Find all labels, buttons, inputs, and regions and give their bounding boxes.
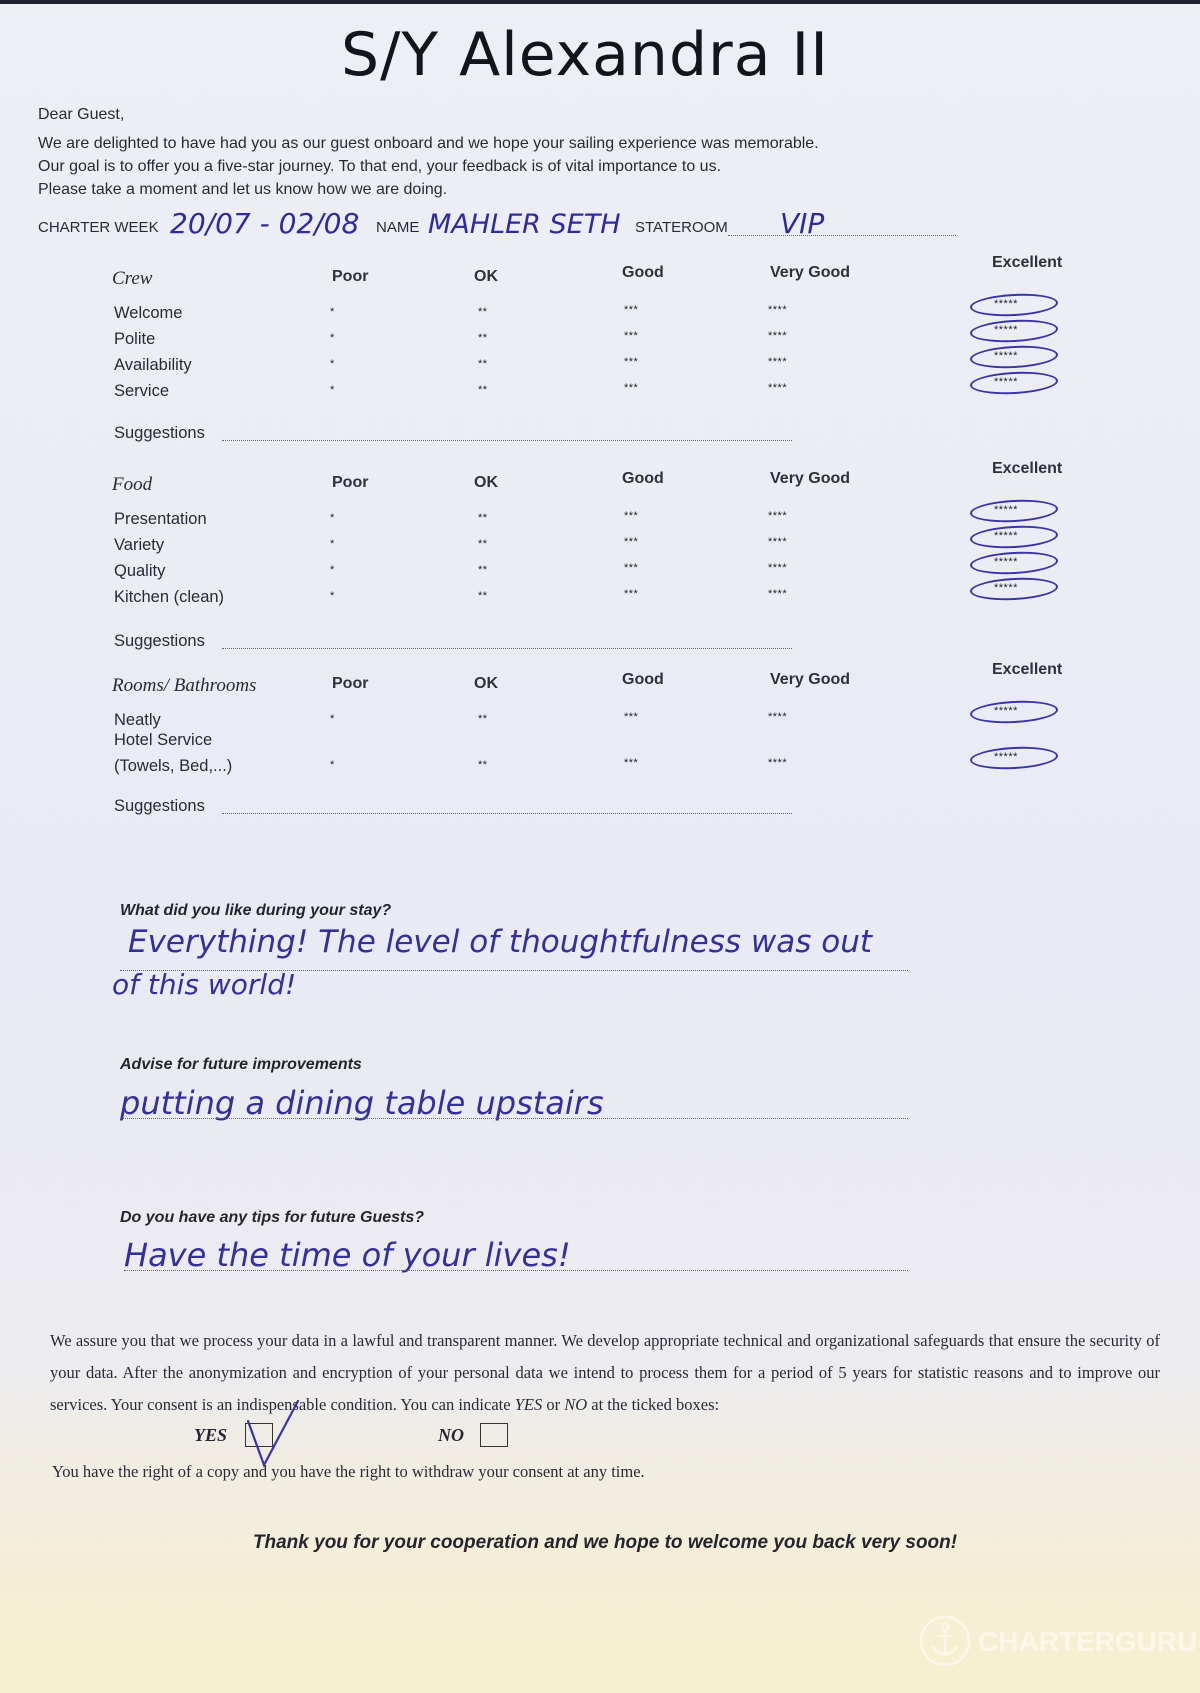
column-header-excellent: Excellent [992,661,1063,678]
intro-paragraph [38,132,918,201]
rating-option-very-good[interactable]: **** [768,536,788,548]
suggestions-label: Suggestions [114,424,205,442]
rating-option-ok[interactable]: ** [478,759,488,771]
rating-row-label: Hotel Service [114,731,213,749]
rating-option-excellent[interactable]: ***** [994,582,1018,594]
suggestions-input-line[interactable] [222,813,792,814]
rating-option-very-good[interactable]: **** [768,711,788,723]
section-heading: Crew [112,268,153,289]
rights-statement: You have the right of a copy and you have the right to withdraw your consent at any time. [52,1462,645,1481]
privacy-or-word: or [542,1395,565,1414]
selected-rating-circle [969,550,1058,577]
rating-option-good[interactable]: *** [624,757,639,769]
section-crew [112,254,1092,442]
column-header-very-good: Very Good [770,470,851,487]
rating-option-excellent[interactable]: ***** [994,324,1018,336]
rating-row-label: Neatly [114,711,161,729]
rating-option-good[interactable]: *** [624,382,639,394]
selected-rating-circle [969,745,1058,772]
improve-dotted-line [120,1118,908,1119]
stateroom-label: STATEROOM [635,219,728,236]
liked-answer-line2[interactable]: of this world! [112,968,297,1001]
rating-option-poor[interactable]: * [330,538,335,550]
rating-option-very-good[interactable]: **** [768,588,788,600]
rating-option-very-good[interactable]: **** [768,382,788,394]
intro-line: Please take a moment and let us know how we are doing. [38,181,448,198]
tips-dotted-line [124,1270,908,1271]
data-privacy-statement [50,1325,1160,1421]
suggestions-input-line[interactable] [222,648,792,649]
selected-rating-circle [969,498,1058,525]
rating-row-label: Polite [114,330,156,348]
rating-option-good[interactable]: *** [624,304,639,316]
column-header-ok: OK [474,474,498,491]
rating-option-poor[interactable]: * [330,358,335,370]
selected-rating-circle [969,370,1058,397]
improve-question: Advise for future improvements [120,1056,362,1073]
rating-option-excellent[interactable]: ***** [994,751,1018,763]
tips-answer[interactable]: Have the time of your lives! [124,1236,571,1274]
anchor-icon [918,1614,972,1668]
salutation: Dear Guest, [38,106,125,123]
watermark-text: CHARTERGURU [978,1626,1198,1657]
intro-line: We are delighted to have had you as our guest onboard and we hope your sailing experience was memorable. [38,135,819,152]
rating-option-poor[interactable]: * [330,759,335,771]
selected-rating-circle [969,524,1058,551]
rating-option-ok[interactable]: ** [478,564,488,576]
charter-details-row [38,204,918,244]
suggestions-label: Suggestions [114,797,205,815]
section-heading: Food [112,474,153,495]
column-header-poor: Poor [332,268,369,285]
column-header-poor: Poor [332,675,369,692]
yacht-title: S/Y Alexandra II [341,20,829,90]
rating-option-poor[interactable]: * [330,306,335,318]
column-header-good: Good [622,264,664,281]
improve-answer[interactable]: putting a dining table upstairs [120,1084,604,1122]
rating-option-good[interactable]: *** [624,536,639,548]
section-heading: Rooms/ Bathrooms [112,675,257,696]
yes-label: YES [194,1425,228,1445]
suggestions-label: Suggestions [114,632,205,650]
rating-row-label: Availability [114,356,192,374]
rating-option-good[interactable]: *** [624,510,639,522]
intro-line: Our goal is to offer you a five-star journey. To that end, your feedback is of vital importance to us. [38,158,722,175]
charter-week-label: CHARTER WEEK [38,219,159,236]
rating-option-good[interactable]: *** [624,588,639,600]
rating-row-label: (Towels, Bed,...) [114,757,233,775]
liked-answer-line1[interactable]: Everything! The level of thoughtfulness was out [128,924,872,960]
selected-rating-circle [969,699,1058,726]
rating-option-good[interactable]: *** [624,330,639,342]
rating-option-very-good[interactable]: **** [768,757,788,769]
section-rooms-bathrooms [112,661,1092,845]
no-checkbox[interactable] [480,1423,508,1447]
rating-row-label: Presentation [114,510,207,528]
privacy-yes-word: YES [514,1395,543,1414]
rating-option-very-good[interactable]: **** [768,304,788,316]
rating-row-label: Quality [114,562,166,580]
rating-option-excellent[interactable]: ***** [994,530,1018,542]
section-food [112,460,1092,650]
rating-option-very-good[interactable]: **** [768,330,788,342]
rating-option-good[interactable]: *** [624,562,639,574]
rating-option-poor[interactable]: * [330,590,335,602]
rating-option-excellent[interactable]: ***** [994,376,1018,388]
column-header-ok: OK [474,268,498,285]
rating-option-very-good[interactable]: **** [768,562,788,574]
rating-option-excellent[interactable]: ***** [994,350,1018,362]
selected-rating-circle [969,292,1058,319]
rating-option-ok[interactable]: ** [478,512,488,524]
column-header-good: Good [622,470,664,487]
charterguru-watermark [918,1612,1198,1672]
rating-row-label: Welcome [114,304,183,322]
liked-question: What did you like during your stay? [120,902,392,919]
rating-row-label: Service [114,382,170,400]
privacy-no-word: NO [564,1395,588,1414]
rating-option-ok[interactable]: ** [478,538,488,550]
column-header-excellent: Excellent [992,254,1063,271]
suggestions-input-line[interactable] [222,440,792,441]
rating-option-ok[interactable]: ** [478,384,488,396]
rating-option-ok[interactable]: ** [478,332,488,344]
rating-option-poor[interactable]: * [330,564,335,576]
no-label: NO [438,1425,464,1445]
name-value[interactable]: MAHLER SETH [428,209,621,240]
rating-option-ok[interactable]: ** [478,358,488,370]
column-header-very-good: Very Good [770,264,851,281]
thank-you-note: Thank you for your cooperation and we hope to welcome you back very soon! [252,1532,958,1553]
rating-option-ok[interactable]: ** [478,306,488,318]
stateroom-value[interactable]: VIP [780,207,825,240]
rating-option-excellent[interactable]: ***** [994,504,1018,516]
column-header-good: Good [622,671,664,688]
rating-option-excellent[interactable]: ***** [994,556,1018,568]
rating-option-ok[interactable]: ** [478,713,488,725]
tips-question: Do you have any tips for future Guests? [120,1209,425,1226]
stateroom-dotted-line [728,235,956,236]
name-label: NAME [376,219,420,236]
rating-option-poor[interactable]: * [330,384,335,396]
rating-option-poor[interactable]: * [330,713,335,725]
rating-option-good[interactable]: *** [624,711,639,723]
rating-option-ok[interactable]: ** [478,590,488,602]
column-header-ok: OK [474,675,498,692]
column-header-poor: Poor [332,474,369,491]
selected-rating-circle [969,318,1058,345]
selected-rating-circle [969,576,1058,603]
selected-rating-circle [969,344,1058,371]
rating-option-excellent[interactable]: ***** [994,705,1018,717]
rating-option-excellent[interactable]: ***** [994,298,1018,310]
column-header-excellent: Excellent [992,460,1063,477]
column-header-very-good: Very Good [770,671,851,688]
top-edge [0,0,1200,4]
privacy-text: We assure you that we process your data in a lawful and transparent manner. We develop appropriate technical and organizational safeguards that ensure the security of your data. After the anonymization and encryption of your personal data we intend to process them for a period of 5 years for statistic reasons and to improve our services. Your consent is an indispensable condition. You can indicate [50,1331,1160,1414]
rating-option-very-good[interactable]: **** [768,510,788,522]
charter-week-value[interactable]: 20/07 - 02/08 [170,207,360,240]
privacy-text-end: at the ticked boxes: [587,1395,720,1414]
rating-option-poor[interactable]: * [330,332,335,344]
rating-option-good[interactable]: *** [624,356,639,368]
rating-option-very-good[interactable]: **** [768,356,788,368]
rating-option-poor[interactable]: * [330,512,335,524]
rating-row-label: Variety [114,536,165,554]
rating-row-label: Kitchen (clean) [114,588,225,606]
